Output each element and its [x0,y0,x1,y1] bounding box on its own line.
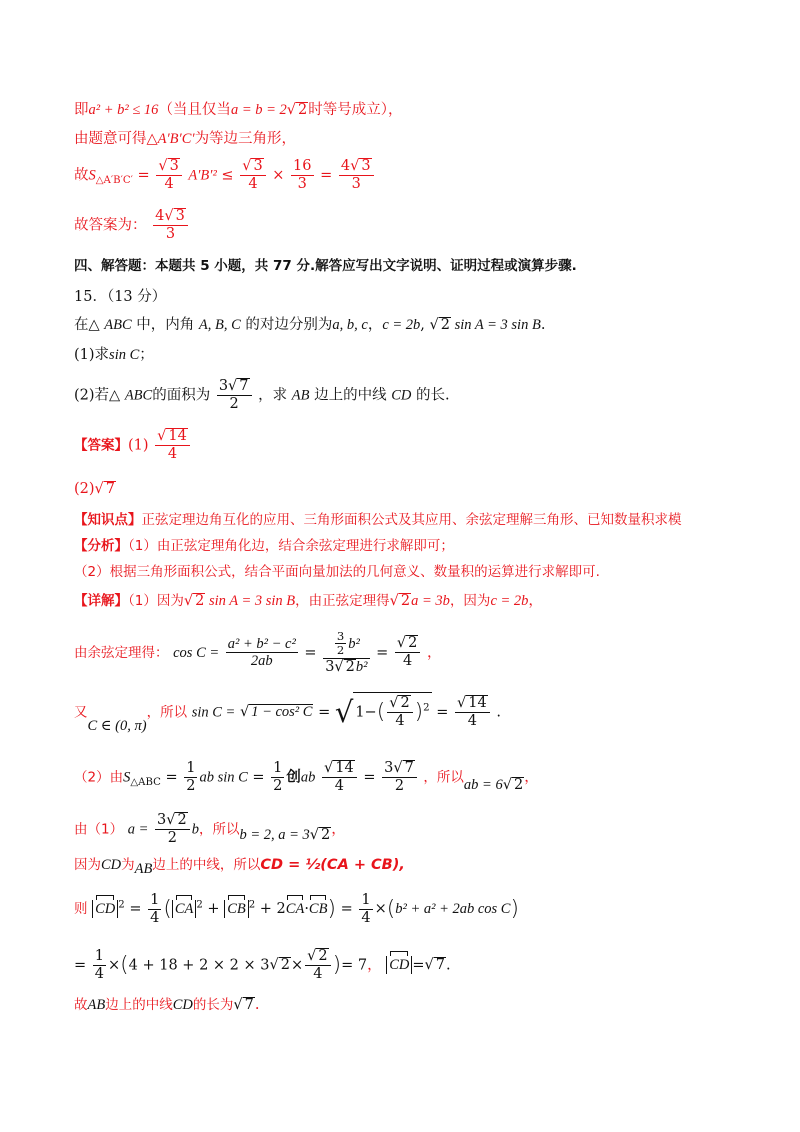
sqrt-symbol [390,593,399,609]
sqrt: 2 [321,827,331,844]
fraction [322,760,357,795]
times: × [374,901,387,918]
section-heading: 四、解答题：本题共 5 小题，共 77 分.解答应写出文字说明、证明过程或演算步骤. [74,258,577,274]
den: 4 [248,175,258,192]
analysis-label: 【分析】 [74,538,128,554]
expr: c = 2b [490,593,529,609]
vector: CD [95,901,116,918]
sqrt-symbol [457,695,466,711]
exponent: 2 [196,899,203,911]
var: b² [348,635,360,652]
text: . [496,704,501,721]
sqrt: 7 [239,378,249,394]
paren: ( [386,896,396,922]
from-part-1 [74,812,346,847]
sqrt-symbol [233,997,242,1013]
sqrt-symbol [307,948,316,964]
triangle: △A′B′C′ [146,131,195,147]
text: 故答案为： [74,217,147,234]
text: ，所以 [146,704,188,721]
eq: = [436,704,449,721]
fraction [271,760,284,794]
detail-label: 【详解】 [74,593,128,609]
line-2 [74,130,296,148]
den: 4 [150,909,160,926]
text: ； [139,347,154,363]
fraction [217,378,252,413]
paren: ) [327,896,336,922]
num: 3 [336,629,345,643]
num: 1 [150,892,160,908]
expr: sin C [109,347,140,363]
text: 由（1） [74,821,124,838]
text: （当且仅当 [158,102,231,118]
condition: sin A = 3 sin B [451,317,541,333]
sqrt-symbol [393,760,402,776]
sqrt: 2 [400,695,410,711]
num: 3 [218,378,229,394]
equation: a = b = 2 [230,102,287,118]
sqrt: 3 [175,208,185,224]
den: 3 [297,175,307,192]
text: 因为 [74,857,101,873]
sqrt: 14 [335,760,354,776]
sqrt: 2 [195,593,205,609]
answer-1 [74,428,192,463]
fraction [359,892,372,926]
question-part-1 [74,346,154,364]
vector-equation: CD = ½(CA + CB), [260,857,405,873]
fraction [395,635,420,670]
text: 为等边三角形， [194,131,297,147]
fraction [93,948,106,982]
fraction [155,812,190,847]
line-4 [74,208,190,243]
expr: b² + a² + 2ab cos C [395,901,511,918]
eq: = [363,769,376,786]
text: , [420,317,430,333]
sqrt-symbol [287,102,296,118]
text: 正弦定理边角互化的应用、三角形面积公式及其应用、余弦定理解三角形、已知数量积求模 [141,512,682,528]
expr: ab sin C [199,769,248,786]
den: 4 [94,965,104,982]
line-3 [74,158,376,193]
paren: ) [510,896,519,922]
text: 故 [74,167,89,184]
answer-label: 【答案】 [74,437,128,454]
text: （1）因为 [128,593,184,609]
text: 即 [74,102,89,118]
area-symbol: S [88,167,96,184]
text: 故 [74,997,88,1013]
analysis-1 [74,538,454,555]
condition: c = 2b [382,317,421,333]
den: 3 [325,658,335,675]
num: 16 [293,158,312,175]
num: 3 [156,812,167,828]
expr: cos C = [173,644,220,661]
den: 2 [186,777,196,794]
den: 4 [361,909,371,926]
den: 2ab [250,653,273,670]
expr: sin A = 3 sin B [205,593,296,609]
sqrt-symbol [240,704,249,720]
text: 由余弦定理得： [74,644,169,661]
big-sqrt [353,692,431,730]
fraction [323,630,369,676]
text: 的长. [411,387,450,404]
vector: CA [174,901,194,918]
triangle-name: ABC [104,317,132,333]
glitch-char: 创 [286,768,301,786]
sine-line [74,692,501,735]
analysis-2: （2）根据三角形面积公式，结合平面向量加法的几何意义、数量积的运算进行求解即可. [74,564,600,580]
median: CD [101,857,122,873]
eq: = [165,769,178,786]
sqrt-symbol [166,812,175,828]
fraction [155,428,190,463]
var: b² [355,658,368,675]
text: ，所以 [198,821,240,838]
sqrt: 2 [440,317,450,333]
expr: sin C = [191,704,236,721]
inequality: a² + b² ≤ 16 [88,102,159,118]
modulus-line-2 [74,948,451,983]
text: ， [524,769,539,786]
eq: = [252,769,265,786]
text: 的面积为 [152,387,211,404]
sqrt: 2 [400,593,411,609]
fraction [387,695,412,730]
num: a² + b² − c² [227,635,296,652]
le: ≤ [221,167,234,184]
sqrt: 2 [280,957,290,974]
paren: ) [332,952,342,978]
domain: C ∈ (0, π) [87,718,147,735]
text: 则 [74,901,88,918]
num: 1 [273,760,283,777]
median: CD [172,997,193,1013]
sqrt-symbol [324,760,333,776]
text: ， [426,644,442,661]
paren: ( [163,896,172,922]
text: (1) [128,437,149,454]
triangle-name: ABC [124,387,153,404]
text: （1）由正弦定理角化边，结合余弦定理进行求解即可； [128,538,454,554]
result: b = 2, a = 3 [239,827,310,844]
text: 边上的中线 [105,997,173,1013]
text: 1− [355,704,377,721]
question-part-2 [74,378,450,413]
question-text [74,316,545,334]
cosine-line [74,630,441,676]
num: 1 [361,892,371,908]
area-symbol: S [123,769,131,786]
eq: = [137,167,150,184]
side: A′B′² [188,167,217,184]
sqrt-symbol [335,695,353,729]
abs [386,956,412,974]
side: AB [87,997,106,1013]
exponent: 2 [118,899,125,911]
text: ，求 [258,387,292,404]
expr: 4 + 18 + 2 × 2 × 3 [128,957,270,974]
text: . [446,957,451,974]
fraction [339,158,374,193]
sqrt-symbol [310,827,319,843]
den: 4 [403,653,413,670]
sqrt-symbol [397,635,406,651]
text: 中，内角 [131,317,199,333]
num: 4 [155,208,165,224]
den: 3 [165,225,176,242]
sqrt-symbol [242,158,251,174]
times: × [290,957,304,974]
vector: CD [389,957,410,974]
text: ， [528,593,543,609]
abs [172,900,197,918]
median-line [74,856,405,877]
text: . [254,997,260,1013]
knowledge-point [74,512,682,529]
sqrt-symbol [430,317,439,333]
sqrt: 3 [361,158,371,174]
sqrt: 7 [435,957,445,974]
modulus-line-1: 则 CD $^2$ = $\frac{1}{4}$ ( CA $^2$ + CB $^2$ + 2CA·CB) = $\frac{1}{4}$ ×(b² + a² + 2ab cos C) [74,892,519,926]
fraction [184,760,197,794]
sqrt-symbol [184,593,193,609]
eq: = [412,957,425,974]
answer-2 [74,480,116,498]
den: 4 [334,777,344,794]
paren: ) [414,699,424,725]
text: ， [367,317,383,333]
sqrt-symbol [334,659,343,675]
side: AB [291,387,310,404]
sqrt: 2 [345,658,355,675]
eq: = [318,704,331,721]
text: (2) [74,481,95,497]
sides: a, b, c [332,317,368,333]
fraction [382,760,417,795]
sqrt-symbol [158,158,167,174]
text: ， [331,821,346,838]
kp-label: 【知识点】 [74,512,142,528]
final-line [74,996,259,1014]
fraction [305,948,330,983]
times: × [272,167,285,184]
sqrt-symbol [164,208,173,224]
sqrt-symbol [157,428,166,444]
subscript: △A′B′C′ [95,175,133,187]
sqrt: 3 [169,158,179,174]
median: CD [391,387,412,404]
sqrt: 14 [168,428,187,444]
num: 2 [276,901,286,918]
sqrt: 2 [318,948,328,964]
den: 2 [167,829,177,846]
text: 边上的中线，所以 [152,857,261,873]
num: 3 [384,760,394,776]
text: . [540,317,546,333]
sqrt: 7 [244,997,254,1013]
den: 2 [229,395,239,412]
sqrt: 7 [105,481,116,497]
text: 的长为 [192,997,234,1013]
den: 2 [273,777,283,794]
expr: ab = 6 [463,777,503,794]
text: 为 [121,857,135,873]
fraction [291,158,313,192]
sqrt-symbol [228,378,237,394]
text: 的对边分别为 [240,317,333,333]
num: 1 [186,760,196,777]
text: (1)求 [74,347,110,363]
eq: = [376,644,389,661]
text: ， [367,957,382,974]
eq: = [320,167,333,184]
den: 4 [167,445,178,462]
text: ，所以 [423,769,464,786]
sqrt-symbol [269,957,278,973]
vector: CB [308,901,328,918]
den: 3 [351,175,361,192]
expr: a = [127,821,149,838]
dot: · [304,901,309,918]
fraction [148,892,161,926]
den: 4 [395,712,405,729]
eq: = [74,957,87,974]
sqrt-symbol [503,777,512,793]
var: b [191,821,199,838]
den: 4 [313,965,323,982]
times: × [108,957,121,974]
text: （2）由 [74,769,124,786]
line-1 [74,101,403,119]
eq: = [340,901,353,918]
text: 边上的中线 [309,387,392,404]
sqrt-symbol [95,481,104,497]
detail-1 [74,592,543,610]
question-number: 15．（13 分） [74,289,167,305]
num: 1 [94,948,104,965]
sqrt: 2 [177,812,187,828]
abs [92,900,118,918]
text: (2)若△ [74,387,125,404]
sqrt-symbol [389,695,398,711]
text: 由题意可得 [74,131,147,147]
text: ，因为 [449,593,491,609]
paren: ( [120,952,129,978]
num: 4 [340,158,351,174]
den: 2 [394,777,405,794]
exponent: 2 [423,702,430,714]
text: ，由正弦定理得 [295,593,390,609]
text: 在△ [74,317,105,333]
sqrt-symbol [425,957,434,973]
text: 又 [74,704,88,721]
text: 时等号成立）， [308,102,403,118]
fraction [455,695,490,730]
den: 4 [164,175,174,192]
var: ab [300,769,316,786]
sqrt: 7 [404,760,414,776]
paren: ( [376,699,386,725]
eq: = [129,901,142,918]
sqrt: 3 [253,158,263,174]
fraction [335,630,346,658]
expr: a = 3b [411,593,450,609]
result: = 7 [341,957,368,974]
sqrt: 2 [513,777,524,794]
fraction [226,636,298,670]
eq: = [304,644,317,661]
area-line [74,760,539,795]
exponent: 2 [248,899,256,911]
den: 2 [336,643,345,658]
fraction [240,158,265,193]
angles: A, B, C [198,317,241,333]
sqrt: 1 − cos² C [251,704,313,721]
fraction [153,208,188,243]
fraction [156,158,181,193]
side: AB [134,861,153,877]
sqrt: 2 [408,635,418,652]
sqrt-symbol [350,158,359,174]
abs [224,900,249,918]
den: 4 [467,712,477,729]
sqrt: 14 [468,695,487,711]
subscript: △ABC [130,777,161,789]
sqrt: 2 [298,102,308,118]
vector: CB [227,901,246,918]
vector: CA [285,901,305,918]
